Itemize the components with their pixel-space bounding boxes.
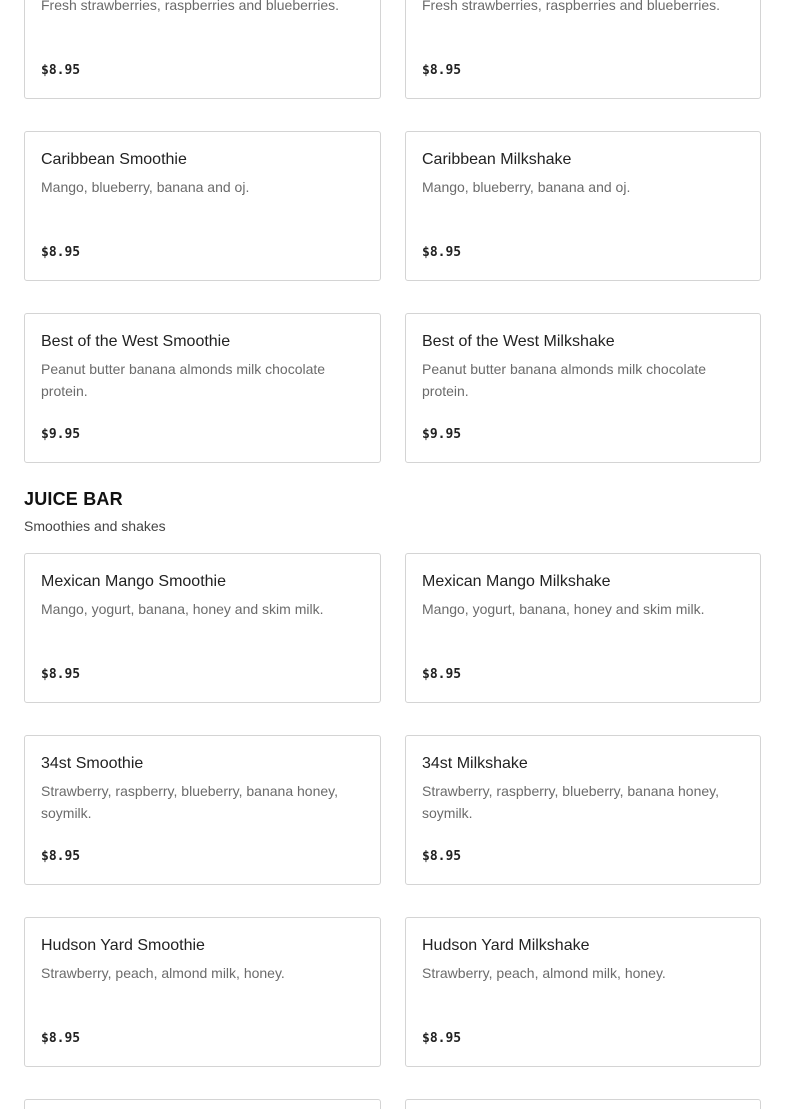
menu-item-price: $8.95 <box>422 245 462 260</box>
menu-item-description: Fresh strawberries, raspberries and blueberries. <box>422 0 721 13</box>
menu-item-card[interactable] <box>24 553 381 703</box>
menu-item-description: Strawberry, peach, almond milk, honey. <box>41 965 285 981</box>
menu-item-description: Mango, yogurt, banana, honey and skim milk. <box>41 601 324 617</box>
menu-item-card[interactable] <box>405 553 761 703</box>
menu-item-price: $8.95 <box>41 849 81 864</box>
menu-item-price: $9.95 <box>422 427 462 442</box>
menu-item-description: Fresh strawberries, raspberries and blueberries. <box>41 0 340 13</box>
menu-item-description: Mango, blueberry, banana and oj. <box>422 179 631 195</box>
menu-item-title: Caribbean Milkshake <box>422 151 572 168</box>
menu-item-title: Caribbean Smoothie <box>41 151 187 168</box>
menu-item-title: Mexican Mango Milkshake <box>422 573 611 590</box>
menu-item-card[interactable] <box>24 0 381 99</box>
menu-item-price: $8.95 <box>422 667 462 682</box>
menu-item-price: $8.95 <box>41 245 81 260</box>
menu-item-card[interactable] <box>24 735 381 885</box>
menu-item-card[interactable] <box>405 0 761 99</box>
menu-item-card[interactable] <box>24 917 381 1067</box>
menu-item-description: Strawberry, peach, almond milk, honey. <box>422 965 666 981</box>
menu-item-price: $8.95 <box>422 849 462 864</box>
menu-item-title: Mexican Mango Smoothie <box>41 573 226 590</box>
section-subtitle: Smoothies and shakes <box>24 518 166 534</box>
menu-item-grid-juice-bar <box>24 553 761 1109</box>
menu-item-price: $8.95 <box>41 667 81 682</box>
menu-item-price: $8.95 <box>41 1031 81 1046</box>
menu-item-description: Mango, blueberry, banana and oj. <box>41 179 250 195</box>
menu-item-title: Best of the West Milkshake <box>422 333 615 350</box>
menu-item-title: Hudson Yard Smoothie <box>41 937 205 954</box>
menu-item-price: $9.95 <box>41 427 81 442</box>
menu-item-description: Mango, yogurt, banana, honey and skim milk. <box>422 601 705 617</box>
menu-item-price: $8.95 <box>422 63 462 78</box>
menu-item-price: $8.95 <box>41 63 81 78</box>
menu-item-card[interactable] <box>405 735 761 885</box>
menu-item-card[interactable] <box>405 917 761 1067</box>
menu-item-description: Peanut butter banana almonds milk chocolate protein. <box>41 361 326 399</box>
menu-item-description: Peanut butter banana almonds milk chocolate protein. <box>422 361 707 399</box>
menu-item-card[interactable] <box>24 131 381 281</box>
menu-item-price: $8.95 <box>422 1031 462 1046</box>
menu-item-title: 34st Smoothie <box>41 755 144 772</box>
menu-item-title: Hudson Yard Milkshake <box>422 937 590 954</box>
menu-item-description: Strawberry, raspberry, blueberry, banana honey, soymilk. <box>41 783 339 821</box>
menu-item-card[interactable] <box>24 313 381 463</box>
menu-item-title: 34st Milkshake <box>422 755 528 772</box>
menu-item-card[interactable] <box>405 131 761 281</box>
menu-item-card[interactable] <box>405 1099 761 1109</box>
section-heading: JUICE BAR <box>24 489 123 509</box>
menu-item-grid-previous <box>24 0 761 463</box>
menu-item-description: Strawberry, raspberry, blueberry, banana honey, soymilk. <box>422 783 720 821</box>
menu-item-card[interactable] <box>24 1099 381 1109</box>
menu-item-title: Best of the West Smoothie <box>41 333 231 350</box>
menu-item-card[interactable] <box>405 313 761 463</box>
